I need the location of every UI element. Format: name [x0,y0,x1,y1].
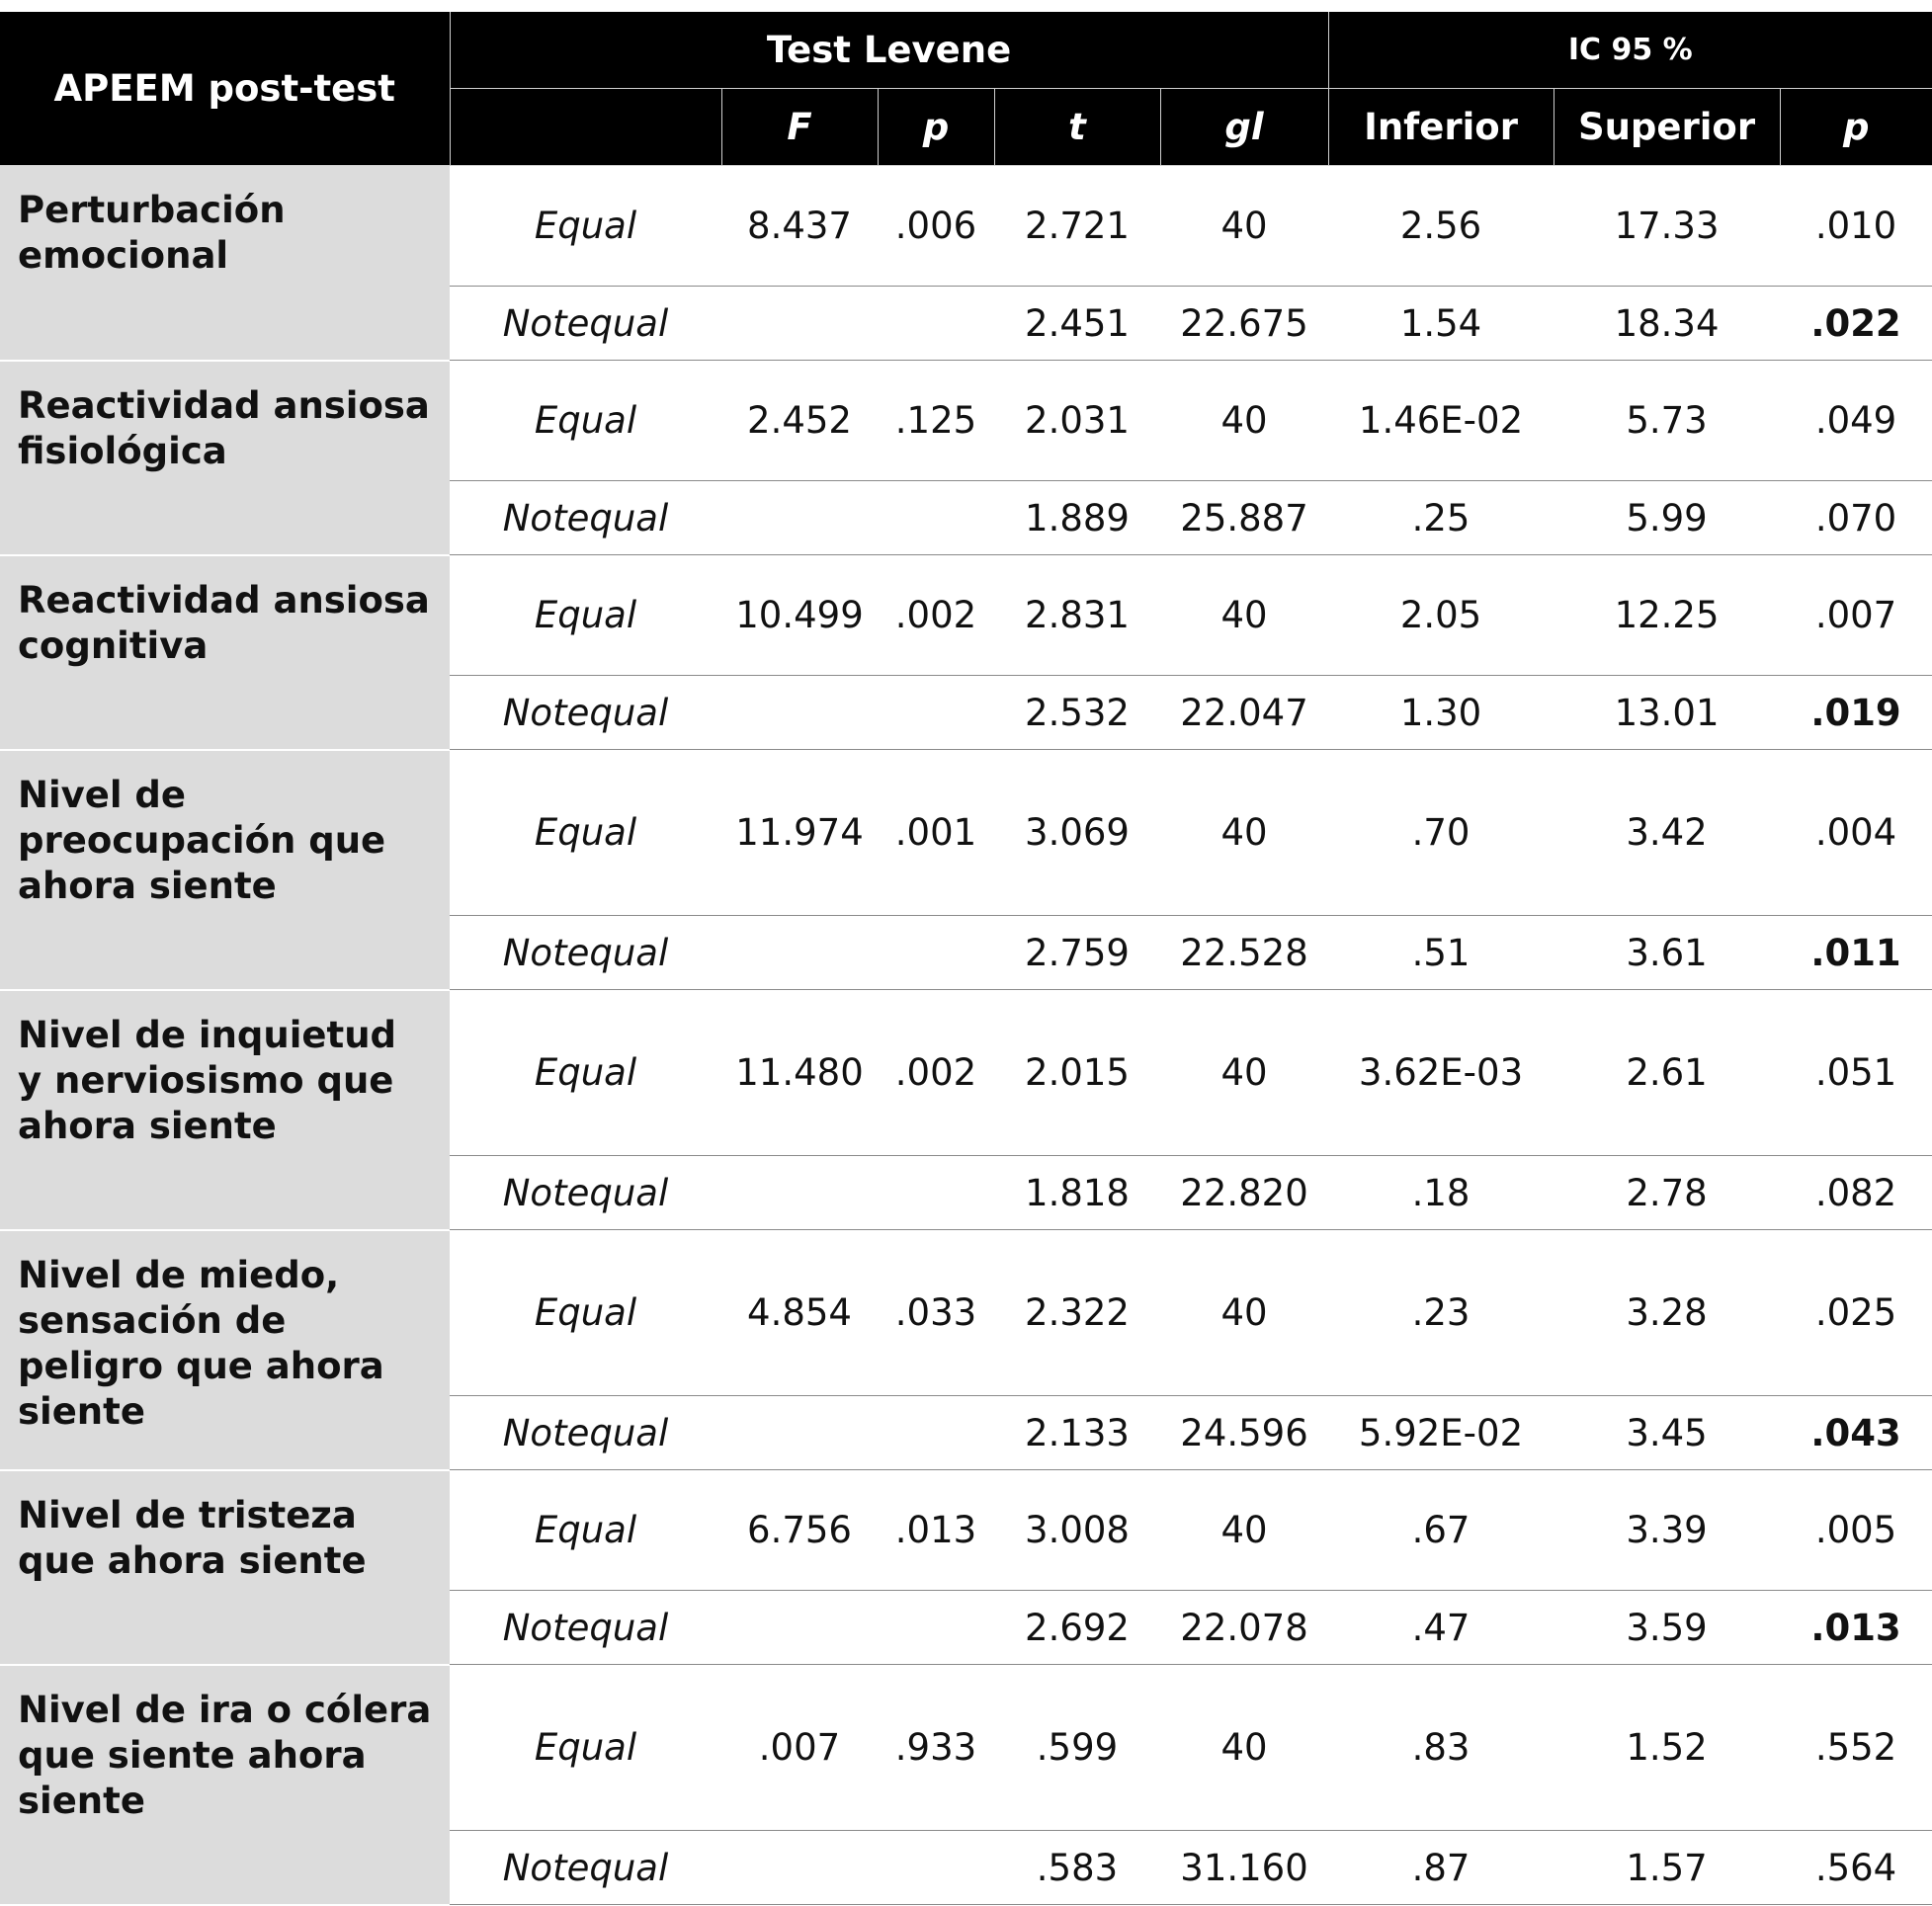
row-type: Notequal [450,481,721,555]
row-label: Nivel de preocupación que ahora siente [0,750,450,990]
cell-t: 1.818 [994,1156,1160,1230]
col-header-p-levene: p [878,89,994,166]
levene-group-header: Test Levene [450,12,1328,89]
cell-inferior: 1.54 [1328,287,1554,361]
col-header-p-ci: p [1780,89,1932,166]
cell-t: 2.759 [994,916,1160,990]
cell-f: 2.452 [721,361,878,481]
cell-superior: 3.59 [1554,1591,1780,1665]
row-type: Equal [450,166,721,287]
cell-p-ci: .552 [1780,1665,1932,1831]
cell-f [721,481,878,555]
cell-gl: 22.047 [1160,676,1328,750]
cell-superior: 3.45 [1554,1396,1780,1470]
cell-p-ci: .013 [1780,1591,1932,1665]
row-label: Nivel de inquietud y nerviosismo que ahora siente [0,990,450,1230]
cell-p-levene [878,481,994,555]
cell-p-levene [878,1156,994,1230]
cell-superior: 5.99 [1554,481,1780,555]
cell-f: .007 [721,1665,878,1831]
cell-superior: 2.61 [1554,990,1780,1156]
cell-t: 3.069 [994,750,1160,916]
cell-gl: 40 [1160,750,1328,916]
cell-p-ci: .043 [1780,1396,1932,1470]
cell-p-ci: .010 [1780,166,1932,287]
cell-p-levene: .002 [878,555,994,676]
cell-f: 4.854 [721,1230,878,1396]
cell-t: 1.889 [994,481,1160,555]
cell-p-levene: .002 [878,990,994,1156]
row-type: Equal [450,1665,721,1831]
col-header-gl: gl [1160,89,1328,166]
cell-p-levene [878,676,994,750]
cell-t: 2.015 [994,990,1160,1156]
cell-t: 2.532 [994,676,1160,750]
corner-header: APEEM post-test [0,12,450,166]
cell-superior: 3.39 [1554,1470,1780,1591]
cell-t: 2.133 [994,1396,1160,1470]
cell-superior: 3.28 [1554,1230,1780,1396]
cell-gl: 22.675 [1160,287,1328,361]
cell-inferior: .47 [1328,1591,1554,1665]
cell-p-ci: .007 [1780,555,1932,676]
cell-p-ci: .051 [1780,990,1932,1156]
type-header-blank [450,89,721,166]
cell-p-ci: .070 [1780,481,1932,555]
cell-gl: 40 [1160,166,1328,287]
cell-p-levene [878,1396,994,1470]
cell-gl: 40 [1160,361,1328,481]
cell-inferior: 1.46E-02 [1328,361,1554,481]
cell-p-ci: .022 [1780,287,1932,361]
row-type: Notequal [450,916,721,990]
cell-gl: 40 [1160,555,1328,676]
row-type: Equal [450,555,721,676]
row-type: Notequal [450,1396,721,1470]
cell-inferior: 2.05 [1328,555,1554,676]
cell-superior: 5.73 [1554,361,1780,481]
cell-f: 11.974 [721,750,878,916]
cell-p-ci: .019 [1780,676,1932,750]
cell-gl: 24.596 [1160,1396,1328,1470]
cell-p-levene [878,1831,994,1905]
ci-group-header: IC 95 % [1328,12,1932,89]
row-label: Nivel de tristeza que ahora siente [0,1470,450,1665]
cell-t: 3.008 [994,1470,1160,1591]
cell-superior: 17.33 [1554,166,1780,287]
cell-t: .583 [994,1831,1160,1905]
col-header-superior: Superior [1554,89,1780,166]
cell-inferior: .67 [1328,1470,1554,1591]
cell-p-levene [878,287,994,361]
cell-superior: 3.61 [1554,916,1780,990]
cell-superior: 18.34 [1554,287,1780,361]
cell-t: 2.451 [994,287,1160,361]
cell-inferior: 2.56 [1328,166,1554,287]
cell-p-ci: .564 [1780,1831,1932,1905]
row-label: Reactividad ansiosa cognitiva [0,555,450,750]
apeem-results-table [0,12,1932,1906]
cell-p-levene: .006 [878,166,994,287]
cell-inferior: .25 [1328,481,1554,555]
row-type: Notequal [450,287,721,361]
cell-gl: 40 [1160,1665,1328,1831]
cell-t: 2.721 [994,166,1160,287]
cell-p-levene: .013 [878,1470,994,1591]
row-type: Equal [450,361,721,481]
cell-t: 2.831 [994,555,1160,676]
cell-inferior: .87 [1328,1831,1554,1905]
row-label: Reactividad ansiosa fisiológica [0,361,450,555]
cell-f [721,916,878,990]
col-header-f: F [721,89,878,166]
cell-gl: 40 [1160,990,1328,1156]
cell-t: 2.692 [994,1591,1160,1665]
cell-f [721,1831,878,1905]
cell-inferior: .18 [1328,1156,1554,1230]
cell-p-levene: .033 [878,1230,994,1396]
cell-f [721,1396,878,1470]
cell-p-ci: .049 [1780,361,1932,481]
cell-gl: 22.820 [1160,1156,1328,1230]
cell-inferior: .23 [1328,1230,1554,1396]
cell-superior: 12.25 [1554,555,1780,676]
cell-gl: 31.160 [1160,1831,1328,1905]
cell-t: 2.322 [994,1230,1160,1396]
cell-f [721,676,878,750]
cell-gl: 40 [1160,1230,1328,1396]
cell-p-levene [878,916,994,990]
cell-p-levene: .001 [878,750,994,916]
row-type: Equal [450,1230,721,1396]
cell-f [721,1591,878,1665]
col-header-inferior: Inferior [1328,89,1554,166]
cell-inferior: .51 [1328,916,1554,990]
cell-superior: 3.42 [1554,750,1780,916]
cell-f: 10.499 [721,555,878,676]
cell-t: .599 [994,1665,1160,1831]
row-type: Notequal [450,1156,721,1230]
cell-gl: 22.078 [1160,1591,1328,1665]
cell-superior: 2.78 [1554,1156,1780,1230]
cell-t: 2.031 [994,361,1160,481]
cell-superior: 1.52 [1554,1665,1780,1831]
cell-inferior: 3.62E-03 [1328,990,1554,1156]
row-label: Nivel de ira o cólera que siente ahora siente [0,1665,450,1905]
row-type: Equal [450,1470,721,1591]
cell-f [721,1156,878,1230]
cell-inferior: .70 [1328,750,1554,916]
cell-f: 8.437 [721,166,878,287]
cell-f: 11.480 [721,990,878,1156]
cell-p-levene: .125 [878,361,994,481]
cell-superior: 13.01 [1554,676,1780,750]
row-type: Notequal [450,1831,721,1905]
cell-inferior: .83 [1328,1665,1554,1831]
row-label: Nivel de miedo, sensación de peligro que ahora siente [0,1230,450,1470]
row-label: Perturbación emocional [0,166,450,361]
cell-inferior: 5.92E-02 [1328,1396,1554,1470]
cell-f: 6.756 [721,1470,878,1591]
cell-f [721,287,878,361]
cell-superior: 1.57 [1554,1831,1780,1905]
cell-gl: 25.887 [1160,481,1328,555]
cell-p-ci: .004 [1780,750,1932,916]
cell-p-ci: .082 [1780,1156,1932,1230]
cell-gl: 22.528 [1160,916,1328,990]
row-type: Equal [450,750,721,916]
row-type: Equal [450,990,721,1156]
cell-p-ci: .005 [1780,1470,1932,1591]
cell-p-ci: .011 [1780,916,1932,990]
cell-inferior: 1.30 [1328,676,1554,750]
cell-gl: 40 [1160,1470,1328,1591]
cell-p-ci: .025 [1780,1230,1932,1396]
cell-p-levene [878,1591,994,1665]
row-type: Notequal [450,676,721,750]
row-type: Notequal [450,1591,721,1665]
col-header-t: t [994,89,1160,166]
cell-p-levene: .933 [878,1665,994,1831]
